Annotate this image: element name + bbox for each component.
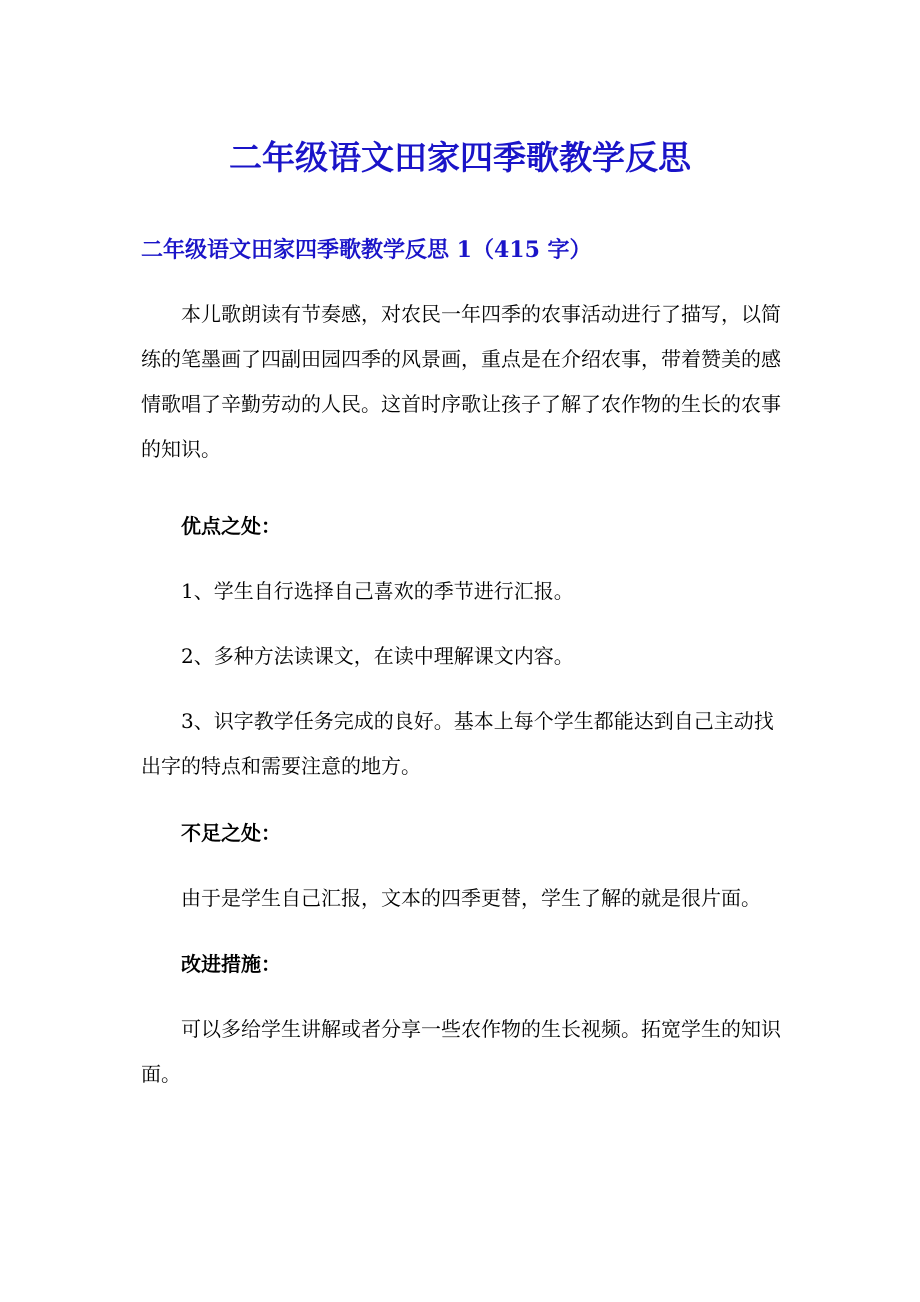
- strengths-label: 优点之处：: [181, 514, 281, 538]
- strength-item-1: 1、学生自行选择自己喜欢的季节进行汇报。: [181, 579, 574, 603]
- strength-item-2: 2、多种方法读课文，在读中理解课文内容。: [181, 644, 574, 668]
- intro-paragraph: 本儿歌朗读有节奏感，对农民一年四季的农事活动进行了描写，以简练的笔墨画了四副田园四季的风景画，重点是在介绍农事，带着赞美的感情歌唱了辛勤劳动的人民。这首时序歌让孩子了解了农作物的生长的农事的知识。: [141, 302, 781, 461]
- document-title: 二年级语文田家四季歌教学反思: [229, 138, 691, 177]
- weaknesses-label: 不足之处：: [181, 821, 281, 845]
- strength-item-3: 3、识字教学任务完成的良好。基本上每个学生都能达到自己主动找出字的特点和需要注意的地方。: [141, 709, 774, 778]
- weakness-text: 由于是学生自己汇报，文本的四季更替，学生了解的就是很片面。: [181, 886, 761, 910]
- improvement-text: 可以多给学生讲解或者分享一些农作物的生长视频。拓宽学生的知识面。: [141, 1017, 781, 1086]
- section-heading: 二年级语文田家四季歌教学反思 1（415 字）: [141, 237, 592, 263]
- improvements-label: 改进措施：: [181, 952, 281, 976]
